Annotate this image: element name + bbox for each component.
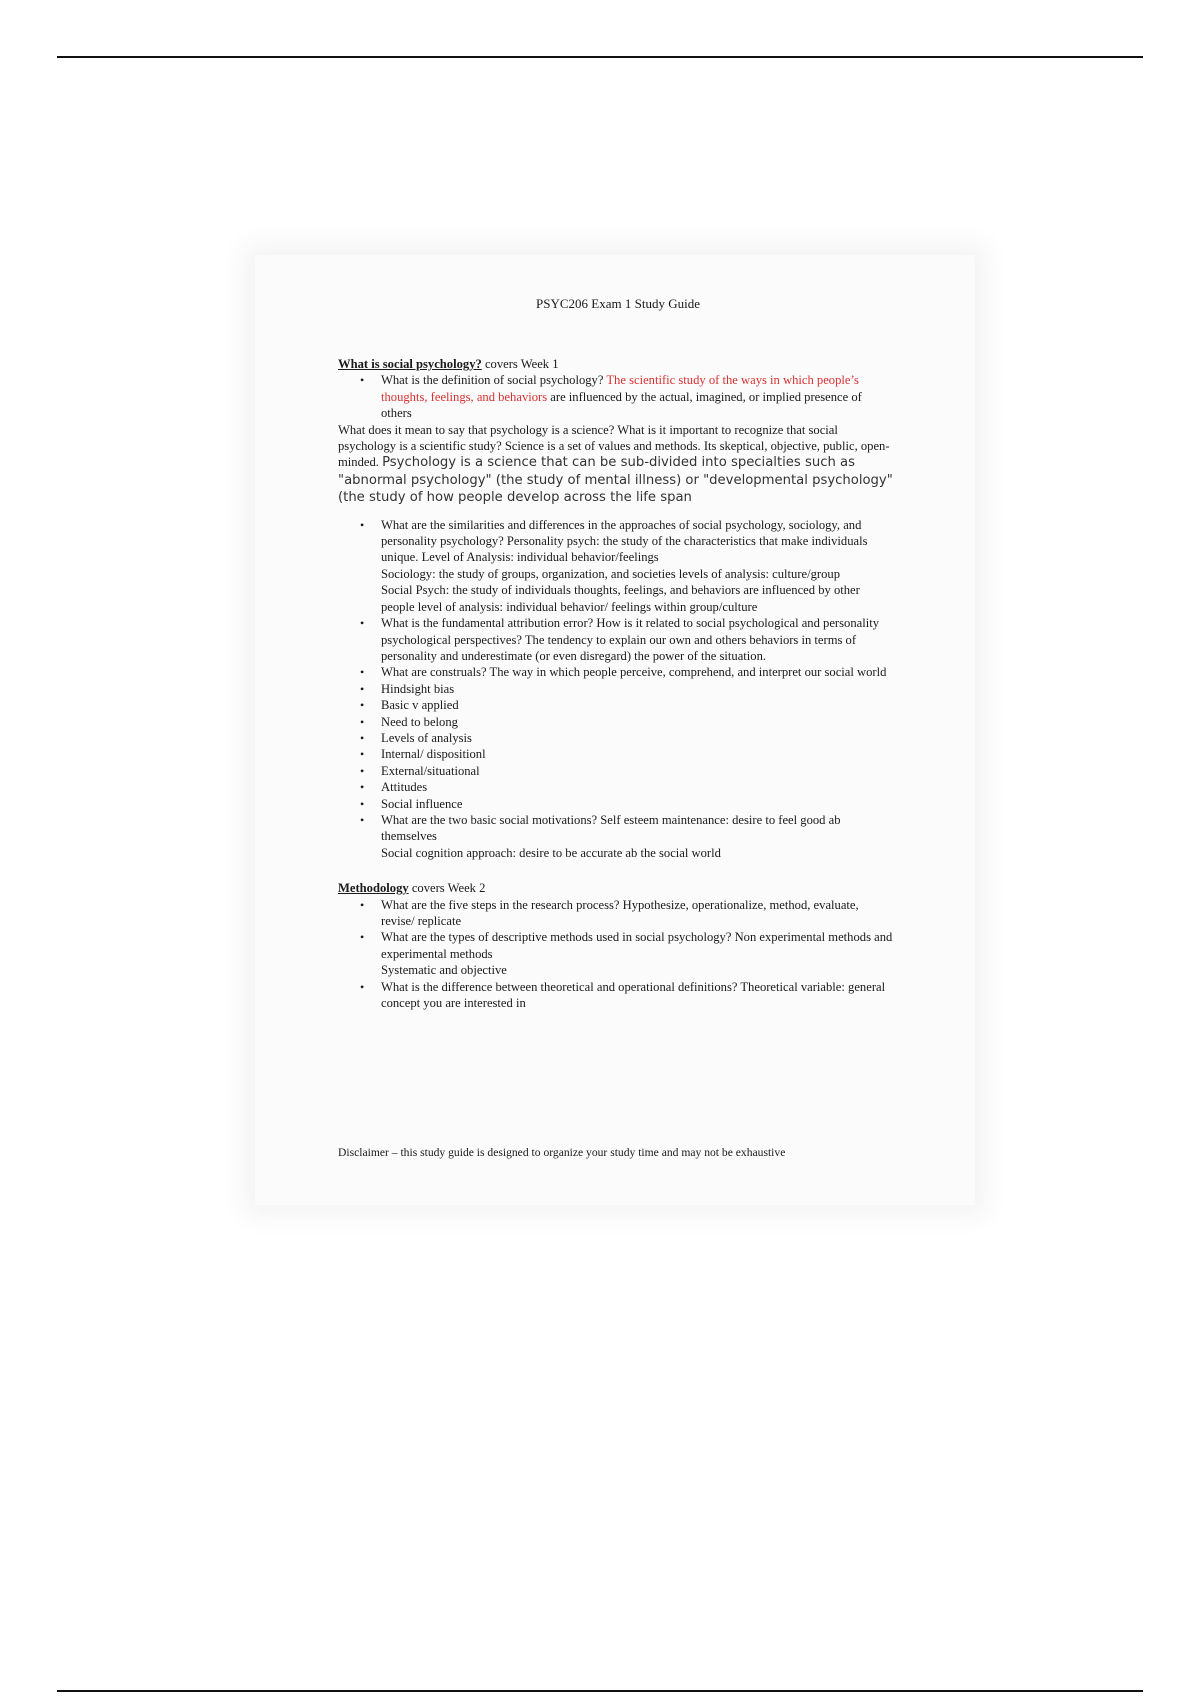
term-text: Hindsight bias [381, 681, 455, 696]
top-rule [57, 56, 1143, 58]
list-item-definitions [381, 979, 893, 1012]
list-item-term [381, 763, 893, 779]
list-item-definition [381, 372, 893, 421]
construals-question: What are construals? The way in which people perceive, comprehend, and interpret our social world [381, 665, 887, 680]
definition-answer-rest: are influenced by the actual, imagined, or implied presence of others [381, 389, 862, 421]
list-item-term [381, 796, 893, 812]
bottom-rule [57, 1690, 1143, 1692]
section-heading-social-psychology [338, 356, 893, 372]
science-paragraph [338, 422, 893, 507]
list-item-term [381, 730, 893, 746]
section-heading-text: What is social psychology? [338, 357, 482, 371]
list-item-descriptive [381, 929, 893, 978]
section-heading-methodology [338, 880, 893, 896]
list-item-motivations [381, 812, 893, 861]
term-text: Social influence [381, 796, 463, 811]
steps-question: What are the five steps in the research process? Hypothesize, operationalize, method, evaluate, revise/ replicate [381, 897, 859, 928]
document-title: PSYC206 Exam 1 Study Guide [536, 296, 700, 311]
science-paragraph-text: What does it mean to say that psychology is a science? What is it important to recognize that social psychology is a scientific study? Science is a set of values and methods. Its skeptical, objective, public, open-minded. [338, 422, 890, 470]
section-heading-text: Methodology [338, 881, 409, 896]
list-item-similarities [381, 517, 893, 615]
list-item-term [381, 697, 893, 713]
methodology-list [338, 897, 893, 1012]
motivations-question: What are the two basic social motivations? Self esteem maintenance: desire to feel good ab themselves [381, 812, 841, 844]
spacer [338, 861, 893, 880]
section-heading-suffix: covers Week 2 [408, 881, 486, 896]
sociology-line: Sociology: the study of groups, organization, and societies levels of analysis: culture/group [381, 566, 841, 581]
list-item-steps [381, 897, 893, 930]
list-item-fae [381, 615, 893, 664]
section-heading-suffix: covers Week 1 [481, 357, 559, 371]
definition-answer-highlight: The scientific study of the ways in which people’s thoughts, feelings, and behaviors [381, 373, 859, 404]
descriptive-line2: Systematic and objective [381, 963, 507, 978]
motivations-line2: Social cognition approach: desire to be accurate ab the social world [381, 845, 721, 860]
list-item-term [381, 714, 893, 730]
descriptive-question: What are the types of descriptive methods used in social psychology? Non experimental methods and experimental methods [381, 930, 893, 961]
term-text: Internal/ dispositionl [381, 747, 486, 762]
list-item-term [381, 746, 893, 762]
definitions-question: What is the difference between theoretical and operational definitions? Theoretical variable: general concept you are interested in [381, 979, 886, 1011]
question-list [338, 517, 893, 862]
term-text: External/situational [381, 763, 480, 778]
list-item-term [381, 779, 893, 795]
similarities-question: What are the similarities and differences in the approaches of social psychology, sociology, and personality psychology? Personality psych: the study of the characteristics that make individuals unique. Level of Analysis: individual behavior/feelings [381, 517, 868, 565]
term-text: Basic v applied [381, 698, 459, 713]
document-body [338, 356, 893, 1011]
definition-list [338, 372, 893, 421]
term-text: Need to belong [381, 714, 458, 729]
disclaimer: Disclaimer – this study guide is designed to organize your study time and may not be exhaustive [338, 1146, 786, 1159]
fae-question: What is the fundamental attribution error? How is it related to social psychological and personality psychological perspectives? The tendency to explain our own and others behaviors in terms of personality and underestimate (or even disregard) the power of the situation. [381, 616, 880, 663]
science-paragraph-sans-text: Psychology is a science that can be sub-divided into specialties such as "abnormal psychology" (the study of mental illness) or "developmental psychology" (the study of how people develop across the life span [338, 455, 893, 506]
term-text: Levels of analysis [381, 730, 472, 745]
list-item-construals [381, 664, 893, 680]
spacer [338, 507, 893, 517]
definition-question: What is the definition of social psychology? [381, 373, 607, 388]
list-item-term [381, 681, 893, 697]
social-psych-line: Social Psych: the study of individuals thoughts, feelings, and behaviors are influenced by other people level of analysis: individual behavior/ feelings within group/culture [381, 583, 860, 614]
term-text: Attitudes [381, 780, 428, 795]
